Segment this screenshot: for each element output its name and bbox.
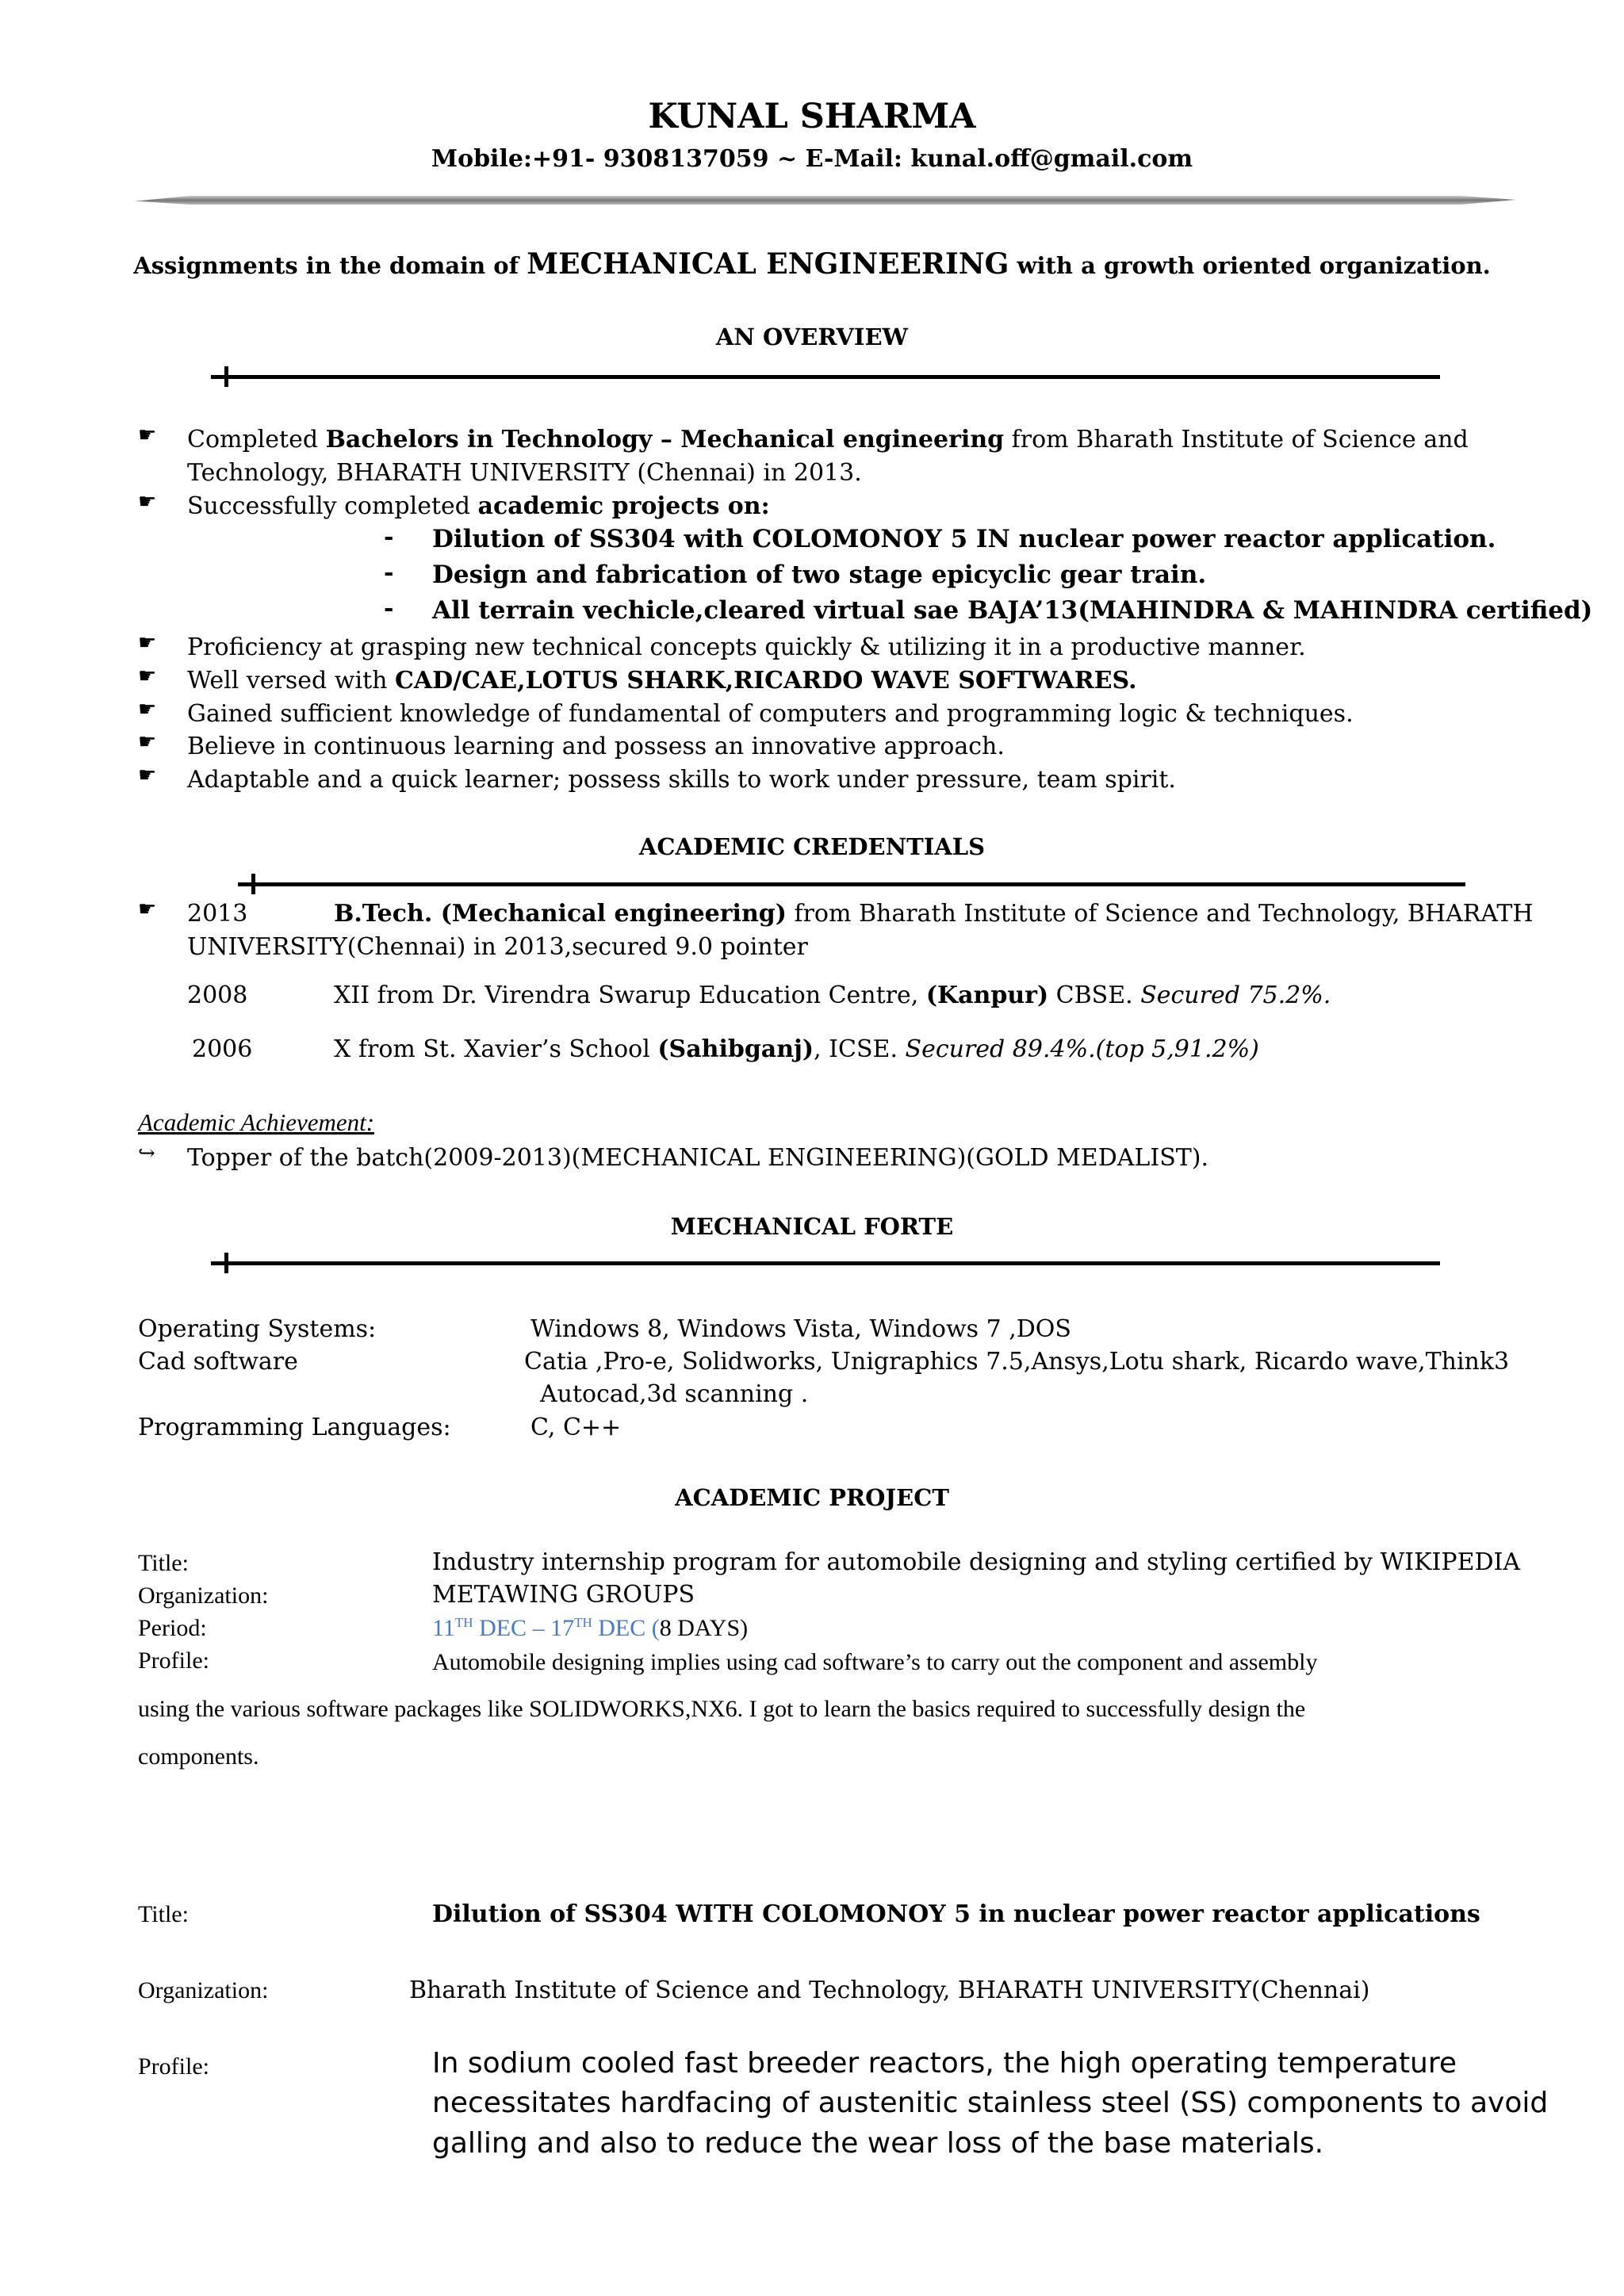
item-text: from Bharath Institute of Science and — [1004, 426, 1469, 453]
item-bold: academic projects on: — [477, 492, 770, 520]
objective-domain: MECHANICAL ENGINEERING — [527, 247, 1009, 281]
credential-year: 2006 — [192, 1035, 253, 1063]
project2-profile-line2: necessitates hardfacing of austenitic stainless steel (SS) components to avoid — [432, 2087, 1549, 2119]
period-duration: 8 DAYS) — [659, 1615, 749, 1641]
programming-label: Programming Languages: — [138, 1414, 451, 1441]
overview-item: Proficiency at grasping new technical concepts quickly & utilizing it in a productive manner. — [187, 633, 1306, 661]
objective-suffix: with a growth oriented organization. — [1009, 252, 1491, 279]
project1-profile-line2: using the various software packages like SOLIDWORKS,NX6. I got to learn the basics required to successfully design the — [138, 1696, 1306, 1722]
hand-pointer-icon: ☛ — [138, 763, 157, 787]
overview-item: Gained sufficient knowledge of fundamental of computers and programming logic & techniques. — [187, 700, 1354, 728]
arrow-bullet-icon: ↪ — [138, 1142, 155, 1165]
os-value: Windows 8, Windows Vista, Windows 7 ,DOS — [530, 1315, 1071, 1343]
credential-bold: (Kanpur) — [925, 982, 1049, 1009]
academic-divider — [238, 882, 1465, 886]
item-bold: CAD/CAE,LOTUS SHARK,RICARDO WAVE SOFTWARES. — [395, 667, 1137, 695]
credential-year: 2013 — [187, 900, 248, 928]
project2-profile-label: Profile: — [138, 2053, 209, 2080]
project1-org: METAWING GROUPS — [432, 1581, 695, 1609]
project1-profile-line3: components. — [138, 1743, 259, 1770]
project2-org: Bharath Institute of Science and Technology, BHARATH UNIVERSITY(Chennai) — [409, 1976, 1370, 2004]
project2-org-label: Organization: — [138, 1977, 269, 2003]
credential-text: , ICSE. — [814, 1035, 906, 1063]
project2-title: Dilution of SS304 WITH COLOMONOY 5 in nuclear power reactor applications — [432, 1900, 1480, 1928]
project1-title: Industry internship program for automobile designing and styling certified by WIKIPEDIA — [432, 1548, 1521, 1576]
credential-btech-line2: UNIVERSITY(Chennai) in 2013,secured 9.0 pointer — [187, 933, 808, 961]
hand-pointer-icon: ☛ — [138, 730, 157, 754]
credential-text: XII from Dr. Virendra Swarup Education Centre, — [334, 982, 926, 1009]
project2-profile-line1: In sodium cooled fast breeder reactors, the high operating temperature — [432, 2047, 1457, 2080]
section-title-forte: MECHANICAL FORTE — [670, 1213, 954, 1240]
period-sup: TH — [454, 1615, 473, 1630]
degree-name: B.Tech. (Mechanical engineering) — [334, 900, 787, 928]
period-text: 11 — [432, 1615, 455, 1641]
dash-marker: - — [384, 559, 394, 587]
overview-item-projects — [187, 490, 770, 523]
programming-value: C, C++ — [530, 1414, 622, 1441]
hand-pointer-icon: ☛ — [138, 664, 157, 688]
credential-xii — [334, 979, 1331, 1012]
overview-item: Believe in continuous learning and possess an innovative approach. — [187, 733, 1005, 760]
credential-btech — [334, 897, 1534, 931]
item-bold: Bachelors in Technology – Mechanical engineering — [325, 426, 1005, 453]
period-text: DEC ( — [592, 1615, 660, 1641]
hand-pointer-icon: ☛ — [138, 698, 157, 721]
hand-pointer-icon: ☛ — [138, 631, 157, 655]
dash-marker: - — [384, 595, 394, 622]
cad-label: Cad software — [138, 1348, 298, 1376]
project1-period-label: Period: — [138, 1615, 207, 1641]
achievement-heading: Academic Achievement: — [138, 1108, 375, 1136]
project1-profile-line1: Automobile designing implies using cad software’s to carry out the component and assembly — [432, 1649, 1318, 1675]
objective-prefix: Assignments in the domain of — [133, 252, 527, 279]
item-text: Well versed with — [187, 667, 395, 695]
project1-title-label: Title: — [138, 1550, 189, 1576]
contact-line: Mobile:+91- 9308137059 ~ E-Mail: kunal.off@gmail.com — [431, 145, 1193, 173]
period-sup: TH — [574, 1615, 592, 1630]
cad-value: Catia ,Pro-e, Solidworks, Unigraphics 7.5,Ansys,Lotu shark, Ricardo wave,Think3 — [524, 1348, 1510, 1376]
item-text: Successfully completed — [187, 492, 478, 520]
overview-divider — [211, 375, 1440, 379]
resume-name: KUNAL SHARMA — [648, 97, 976, 136]
project-item: Dilution of SS304 with COLOMONOY 5 IN nuclear power reactor application. — [432, 525, 1496, 553]
hand-pointer-icon: ☛ — [138, 423, 157, 447]
project2-title-label: Title: — [138, 1901, 189, 1927]
item-text: Completed — [187, 426, 326, 453]
overview-item-software — [187, 664, 1137, 698]
project1-org-label: Organization: — [138, 1582, 269, 1609]
credential-year: 2008 — [187, 982, 248, 1009]
project2-profile-line3: galling and also to reduce the wear loss of the base materials. — [432, 2127, 1324, 2160]
credential-score: Secured 89.4%.(top 5,91.2%) — [905, 1035, 1259, 1063]
section-title-overview: AN OVERVIEW — [715, 323, 909, 350]
dash-marker: - — [384, 523, 394, 551]
section-title-project: ACADEMIC PROJECT — [675, 1484, 949, 1511]
period-text: DEC – 17 — [473, 1615, 575, 1641]
forte-divider — [211, 1261, 1440, 1265]
section-title-academic: ACADEMIC CREDENTIALS — [638, 833, 986, 860]
achievement-item: Topper of the batch(2009-2013)(MECHANICAL ENGINEERING)(GOLD MEDALIST). — [187, 1144, 1208, 1172]
objective-line — [0, 247, 1624, 281]
hand-pointer-icon: ☛ — [138, 490, 157, 514]
project-item: Design and fabrication of two stage epicyclic gear train. — [432, 561, 1207, 589]
overview-item-degree — [187, 423, 1469, 457]
project1-profile-label: Profile: — [138, 1647, 209, 1674]
cad-value-line2: Autocad,3d scanning . — [540, 1380, 809, 1408]
os-label: Operating Systems: — [138, 1315, 377, 1343]
credential-score: Secured 75.2%. — [1140, 982, 1331, 1009]
degree-detail: from Bharath Institute of Science and Technology, BHARATH — [786, 900, 1534, 928]
credential-x — [334, 1033, 1259, 1066]
project1-period — [432, 1615, 748, 1642]
hand-pointer-icon: ☛ — [138, 897, 157, 921]
credential-text: X from St. Xavier’s School — [334, 1035, 658, 1063]
header-divider — [135, 196, 1516, 205]
credential-text: CBSE. — [1048, 982, 1141, 1009]
credential-bold: (Sahibganj) — [657, 1035, 814, 1063]
overview-item: Adaptable and a quick learner; possess skills to work under pressure, team spirit. — [187, 766, 1176, 794]
overview-item-degree-line2: Technology, BHARATH UNIVERSITY (Chennai) in 2013. — [187, 459, 862, 487]
project-item: All terrain vechicle,cleared virtual sae BAJA’13(MAHINDRA & MAHINDRA certified) — [432, 596, 1593, 625]
